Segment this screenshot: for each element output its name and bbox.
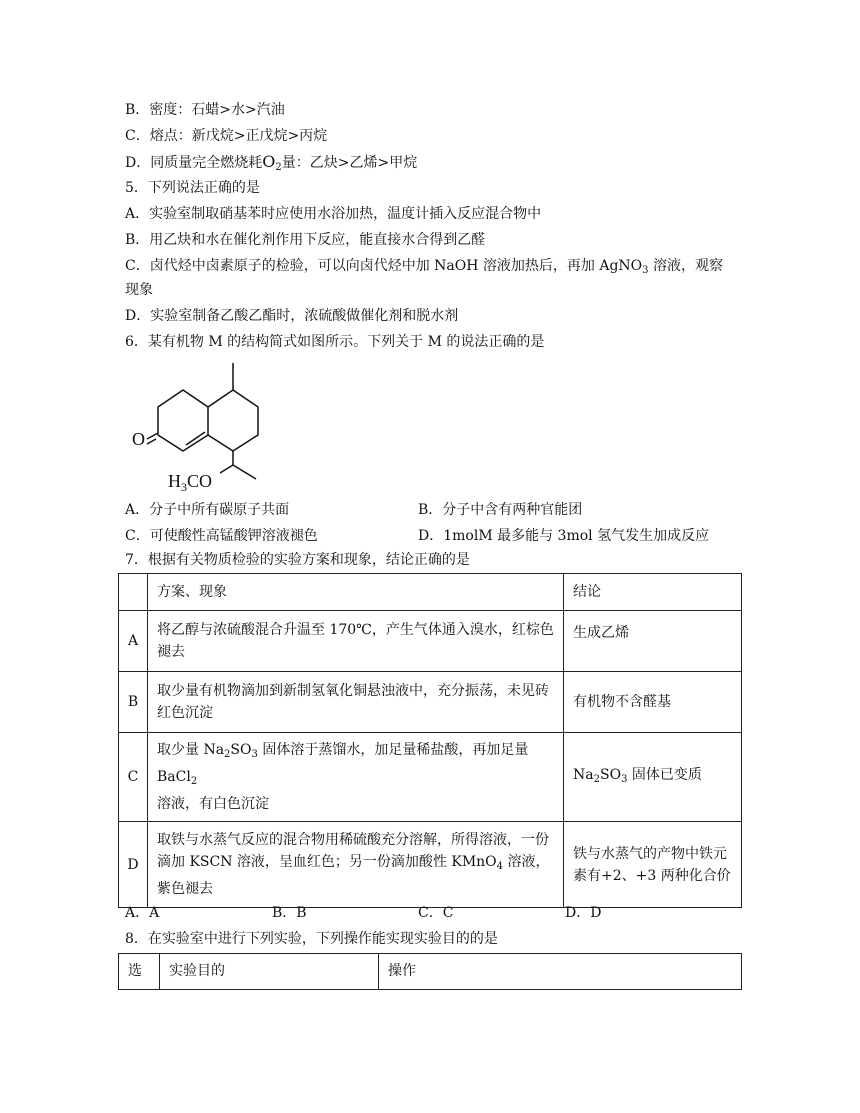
q5-option-c-cont: 现象 <box>125 282 153 298</box>
q5-c-post: 溶液，观察 <box>648 258 723 274</box>
q7-row-d-conclusion: 铁与水蒸气的产物中铁元素有+2、+3 两种化合价 <box>564 822 742 908</box>
mol-co-bond-1 <box>147 433 158 439</box>
q5-c-sub: 3 <box>642 265 649 276</box>
table-row <box>119 611 742 672</box>
q4-d-pre: D．同质量完全燃烧耗 <box>125 155 263 171</box>
q4-option-c: C．熔点：新戊烷>正戊烷>丙烷 <box>125 128 328 144</box>
q7-row-a-key: A <box>119 611 148 672</box>
mol-ring-left <box>158 390 208 451</box>
table-row <box>119 672 742 733</box>
mol-co-bond-2 <box>147 439 156 444</box>
q5-option-a: A．实验室制取硝基苯时应使用水浴加热，温度计插入反应混合物中 <box>125 206 542 222</box>
q7-row-c-key: C <box>119 733 148 822</box>
q7-row-a-plan: 将乙醇与浓硫酸混合升温至 170℃，产生气体通入溴水，红棕色褪去 <box>148 611 564 672</box>
q5-stem: 5．下列说法正确的是 <box>125 180 260 196</box>
q8-header-key: 选 <box>119 954 160 990</box>
q7-table <box>118 573 742 908</box>
q7-option-c: C．C <box>418 905 454 921</box>
q7-row-b-key: B <box>119 672 148 733</box>
q8-stem: 8．在实验室中进行下列实验，下列操作能实现实验目的的是 <box>125 931 498 947</box>
mol-h3co-label: $H_3CO$ <box>168 471 213 493</box>
mol-ring-right <box>208 390 258 451</box>
q4-option-b: B．密度：石蜡>水>汽油 <box>125 102 285 118</box>
mol-o-label: O <box>132 429 145 449</box>
mol-side-methyl <box>233 465 256 479</box>
q4-option-d <box>125 152 417 178</box>
q8-table <box>118 953 742 990</box>
q7-row-c-plan: 取少量 $Na_2SO_3$ 固体溶于蒸馏水，加足量稀盐酸，再加足量 BaCl$_2$ 溶液，有白色沉淀 <box>148 733 564 822</box>
table-row <box>119 733 742 822</box>
q6-option-b: B．分子中含有两种官能团 <box>418 502 583 518</box>
q5-c-pre: C．卤代烃中卤素原子的检验，可以向卤代烃中加 NaOH 溶液加热后，再加 AgNO <box>125 258 643 274</box>
q7-row-b-conclusion: 有机物不含醛基 <box>564 672 742 733</box>
q4-d-sub: 2 <box>275 162 282 173</box>
q6-option-d: D．1molM 最多能与 3mol 氢气发生加成反应 <box>418 528 710 544</box>
mol-side-o-bond <box>220 465 233 473</box>
q7-option-a: A．A <box>125 905 160 921</box>
q4-d-o: O <box>262 152 276 171</box>
q7-row-c-conclusion: $Na_2SO_3$ 固体已变质 <box>564 733 742 822</box>
q7-option-b: B．B <box>272 905 307 921</box>
q7-header-conclusion: 结论 <box>564 574 742 611</box>
q6-option-c: C．可使酸性高锰酸钾溶液褪色 <box>125 528 318 544</box>
q7-row-d-plan: 取铁与水蒸气反应的混合物用稀硫酸充分溶解，所得溶液，一份滴加 KSCN 溶液，呈血红色；另一份滴加酸性 KMnO$_4$ 溶液，紫色褪去 <box>148 822 564 908</box>
q8-header-goal: 实验目的 <box>160 954 379 990</box>
q5-option-c <box>125 256 723 281</box>
q7-table-header <box>119 574 742 611</box>
q7-row-a-conclusion: 生成乙烯 <box>564 611 742 672</box>
table-row <box>119 822 742 908</box>
molecule-structure <box>128 355 268 493</box>
q8-header-operation: 操作 <box>379 954 742 990</box>
q8-table-header <box>119 954 742 990</box>
q5-option-d: D．实验室制备乙酸乙酯时，浓硫酸做催化剂和脱水剂 <box>125 308 459 324</box>
q6-option-a: A．分子中所有碳原子共面 <box>125 502 290 518</box>
q4-d-post: 量：乙炔>乙烯>甲烷 <box>281 155 418 171</box>
q7-stem: 7．根据有关物质检验的实验方案和现象，结论正确的是 <box>125 552 470 568</box>
q5-option-b: B．用乙炔和水在催化剂作用下反应，能直接水合得到乙醛 <box>125 232 486 248</box>
q7-row-d-key: D <box>119 822 148 908</box>
q7-header-key <box>119 574 148 611</box>
q7-option-d: D．D <box>565 905 602 921</box>
q7-row-b-plan: 取少量有机物滴加到新制氢氧化铜悬浊液中，充分振荡，未见砖红色沉淀 <box>148 672 564 733</box>
q7-header-plan: 方案、现象 <box>148 574 564 611</box>
q6-stem: 6．某有机物 M 的结构简式如图所示。下列关于 M 的说法正确的是 <box>125 334 545 350</box>
